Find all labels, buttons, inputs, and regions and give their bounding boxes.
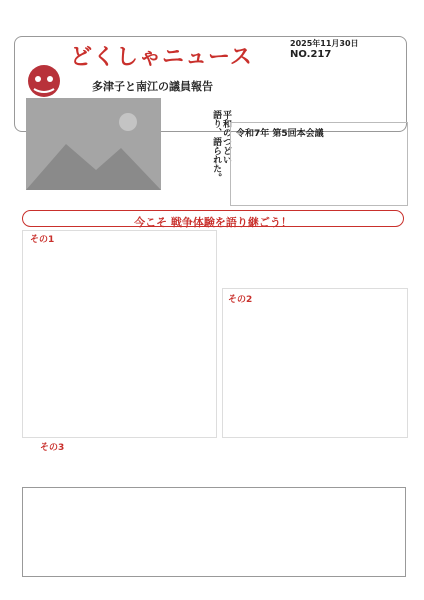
vertical-message xyxy=(166,110,230,190)
vertical-line: 語り、語られた。 xyxy=(211,110,222,182)
photo-placeholder-icon xyxy=(26,98,161,190)
section1-paragraph xyxy=(30,356,213,434)
council-heading xyxy=(236,126,406,139)
issue-date: 2025年11月30日 xyxy=(290,39,359,48)
bottom-box-line xyxy=(30,535,400,549)
vertical-line: 平和のつどい xyxy=(221,110,231,164)
bottom-box-line xyxy=(30,519,400,533)
section2-paragraph xyxy=(228,306,404,434)
section1-paragraph xyxy=(30,292,213,352)
masthead-title: どくしゃニュース xyxy=(70,45,253,70)
logo-mascot-icon xyxy=(20,55,68,103)
masthead-subtitle: 多津子と南江の議員報告 xyxy=(92,80,213,93)
section2-label: その2 xyxy=(228,295,253,305)
main-headline-banner xyxy=(22,210,404,227)
event-photo xyxy=(26,98,161,190)
section1-label: その1 xyxy=(30,235,55,245)
section3-label: その3 xyxy=(40,443,65,453)
bottom-box-line xyxy=(30,503,400,517)
section1-paragraph xyxy=(30,268,213,288)
council-heading-text: 令和7年 第5回本会議 xyxy=(236,129,324,139)
issue-number: NO.217 xyxy=(290,49,332,60)
main-headline: 今こそ 戦争体験を語り継ごう！ xyxy=(134,216,292,229)
bottom-box-line xyxy=(30,551,400,573)
